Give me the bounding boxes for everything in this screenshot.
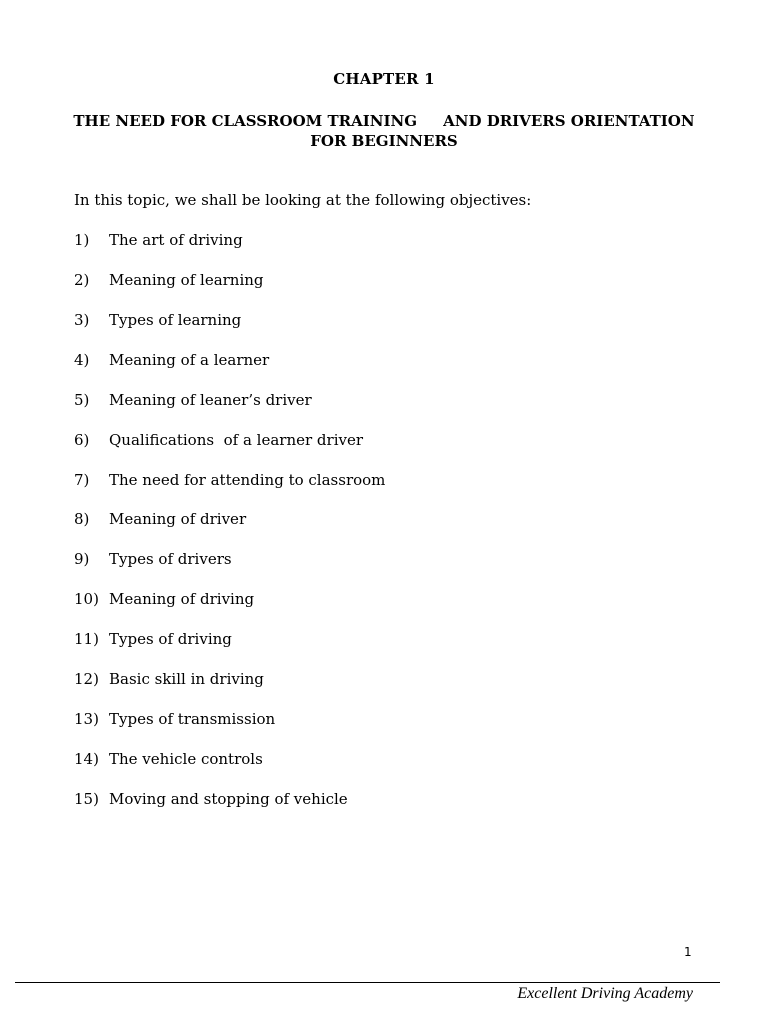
- item-text: Meaning of driving: [109, 590, 255, 609]
- item-number: 1): [74, 231, 90, 249]
- chapter-title: THE NEED FOR CLASSROOM TRAINING AND DRIVERS ORIENTATION FOR BEGINNERS: [73, 112, 700, 150]
- item-number: 6): [74, 430, 90, 449]
- list-item: [74, 350, 385, 390]
- list-item: [74, 749, 385, 789]
- item-text: The art of driving: [109, 231, 243, 249]
- list-item: [74, 270, 385, 310]
- item-text: Types of drivers: [109, 550, 232, 569]
- item-text: Types of transmission: [109, 710, 276, 729]
- footer-divider: [15, 982, 720, 983]
- item-text: Moving and stopping of vehicle: [109, 789, 348, 808]
- list-item: [74, 589, 385, 629]
- item-text: Meaning of learning: [109, 270, 264, 289]
- list-item: [74, 629, 385, 669]
- item-text: The need for attending to classroom: [109, 470, 386, 489]
- item-text: Qualifications of a learner driver: [109, 430, 364, 449]
- item-number: 10): [74, 590, 99, 609]
- item-text: Meaning of driver: [109, 510, 247, 529]
- item-number: 15): [74, 789, 99, 808]
- list-item: [74, 470, 385, 510]
- item-text: The vehicle controls: [109, 749, 263, 768]
- item-text: Basic skill in driving: [109, 670, 264, 689]
- item-number: 9): [74, 550, 90, 569]
- footer-academy-name: Excellent Driving Academy: [517, 985, 693, 1002]
- item-number: 12): [74, 670, 99, 689]
- list-item: [74, 709, 385, 749]
- item-text: Types of driving: [109, 630, 232, 649]
- list-item: [74, 789, 385, 829]
- list-item: [74, 230, 385, 270]
- item-text: Types of learning: [109, 310, 242, 329]
- item-number: 3): [74, 310, 90, 329]
- item-number: 4): [74, 350, 90, 369]
- item-number: 13): [74, 710, 99, 729]
- list-item: [74, 509, 385, 549]
- list-item: [74, 390, 385, 430]
- item-number: 7): [74, 470, 90, 489]
- intro-paragraph: In this topic, we shall be looking at the following objectives:: [74, 191, 532, 209]
- chapter-heading: CHAPTER 1: [333, 70, 435, 88]
- list-item: [74, 430, 385, 470]
- list-item: [74, 549, 385, 589]
- item-text: Meaning of a learner: [109, 350, 270, 369]
- list-item: [74, 310, 385, 350]
- item-number: 5): [74, 390, 90, 409]
- item-number: 2): [74, 270, 90, 289]
- objectives-list: [74, 230, 385, 829]
- item-number: 11): [74, 630, 99, 649]
- page-number: 1: [684, 945, 692, 959]
- item-number: 8): [74, 510, 90, 529]
- item-text: Meaning of leaner’s driver: [109, 390, 312, 409]
- item-number: 14): [74, 749, 99, 768]
- list-item: [74, 669, 385, 709]
